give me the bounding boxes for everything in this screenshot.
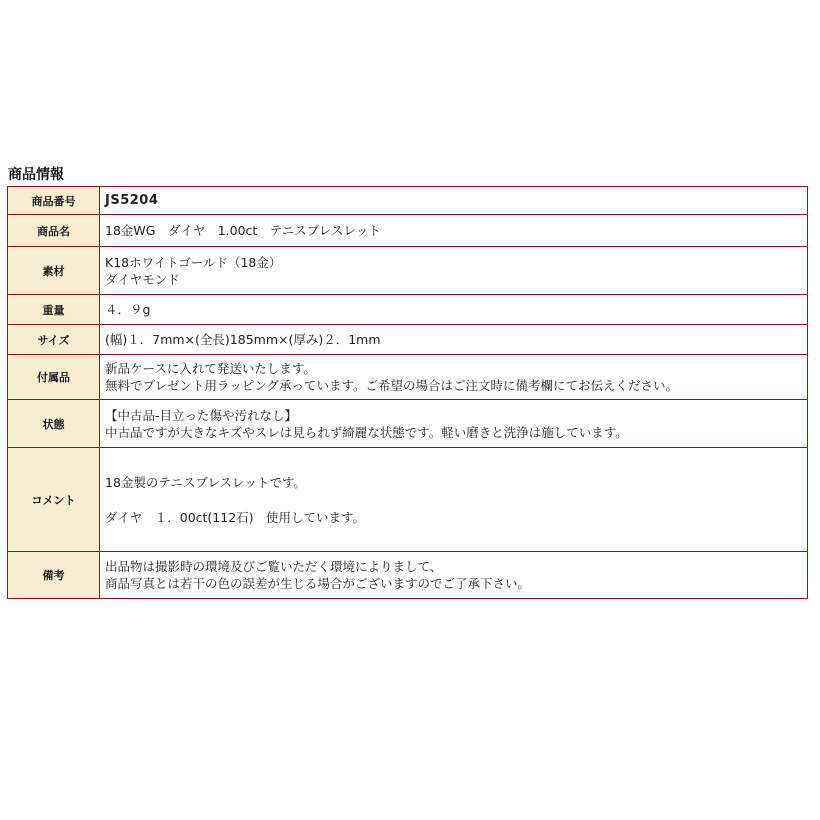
table-row-condition bbox=[8, 400, 808, 448]
table-row-material bbox=[8, 247, 808, 295]
value-line: K18ホワイトゴールド（18金） bbox=[105, 254, 282, 270]
value-line: (幅)１．7mm×(全長)185mm×(厚み)２．1mm bbox=[105, 332, 381, 347]
row-label: 状態 bbox=[8, 400, 100, 448]
row-label: サイズ bbox=[8, 325, 100, 355]
product-info-table bbox=[7, 186, 808, 599]
table-row-size bbox=[8, 325, 808, 355]
value-line: 商品写真とは若干の色の誤差が生じる場合がございますのでご了承下さい。 bbox=[105, 576, 531, 591]
section-title: 商品情報 bbox=[8, 167, 64, 183]
row-value bbox=[100, 355, 808, 400]
row-label: 商品番号 bbox=[8, 187, 100, 215]
value-line: ダイヤ １．00ct(112石) 使用しています。 bbox=[105, 509, 366, 525]
row-label: 素材 bbox=[8, 247, 100, 295]
table-row-product-name bbox=[8, 215, 808, 247]
row-value bbox=[100, 215, 808, 247]
value-line: ４．９g bbox=[105, 302, 151, 317]
row-value bbox=[100, 295, 808, 325]
table-row-accessories bbox=[8, 355, 808, 400]
value-line: 中古品ですが大きなキズやスレは見られず綺麗な状態です。軽い磨きと洗浄は施しています。 bbox=[105, 424, 628, 440]
value-line: ダイヤモンド bbox=[105, 271, 180, 287]
value-line: 無料でプレゼント用ラッピング承っています。ご希望の場合はご注文時に備考欄にてお伝えください。 bbox=[105, 378, 679, 393]
table-row-comment bbox=[8, 448, 808, 552]
row-value bbox=[100, 187, 808, 215]
table-row-weight bbox=[8, 295, 808, 325]
value-line: 18金WG ダイヤ 1.00ct テニスブレスレット bbox=[105, 223, 381, 238]
row-label: コメント bbox=[8, 448, 100, 552]
row-label: 重量 bbox=[8, 295, 100, 325]
row-value bbox=[100, 552, 808, 599]
row-value bbox=[100, 325, 808, 355]
value-line: 新品ケースに入れて発送いたします。 bbox=[105, 361, 316, 376]
value-line: JS5204 bbox=[105, 193, 159, 208]
row-label: 商品名 bbox=[8, 215, 100, 247]
line-spacer bbox=[105, 491, 807, 509]
row-value bbox=[100, 247, 808, 295]
row-label: 備考 bbox=[8, 552, 100, 599]
table-row-product-number bbox=[8, 187, 808, 215]
row-value bbox=[100, 448, 808, 552]
table-row-notes bbox=[8, 552, 808, 599]
row-label: 付属品 bbox=[8, 355, 100, 400]
value-line: 18金製のテニスブレスレットです。 bbox=[105, 474, 306, 490]
value-line: 【中古品-目立った傷や汚れなし】 bbox=[105, 407, 298, 423]
value-line: 出品物は撮影時の環境及びご覧いただく環境によりまして、 bbox=[105, 559, 443, 574]
row-value bbox=[100, 400, 808, 448]
